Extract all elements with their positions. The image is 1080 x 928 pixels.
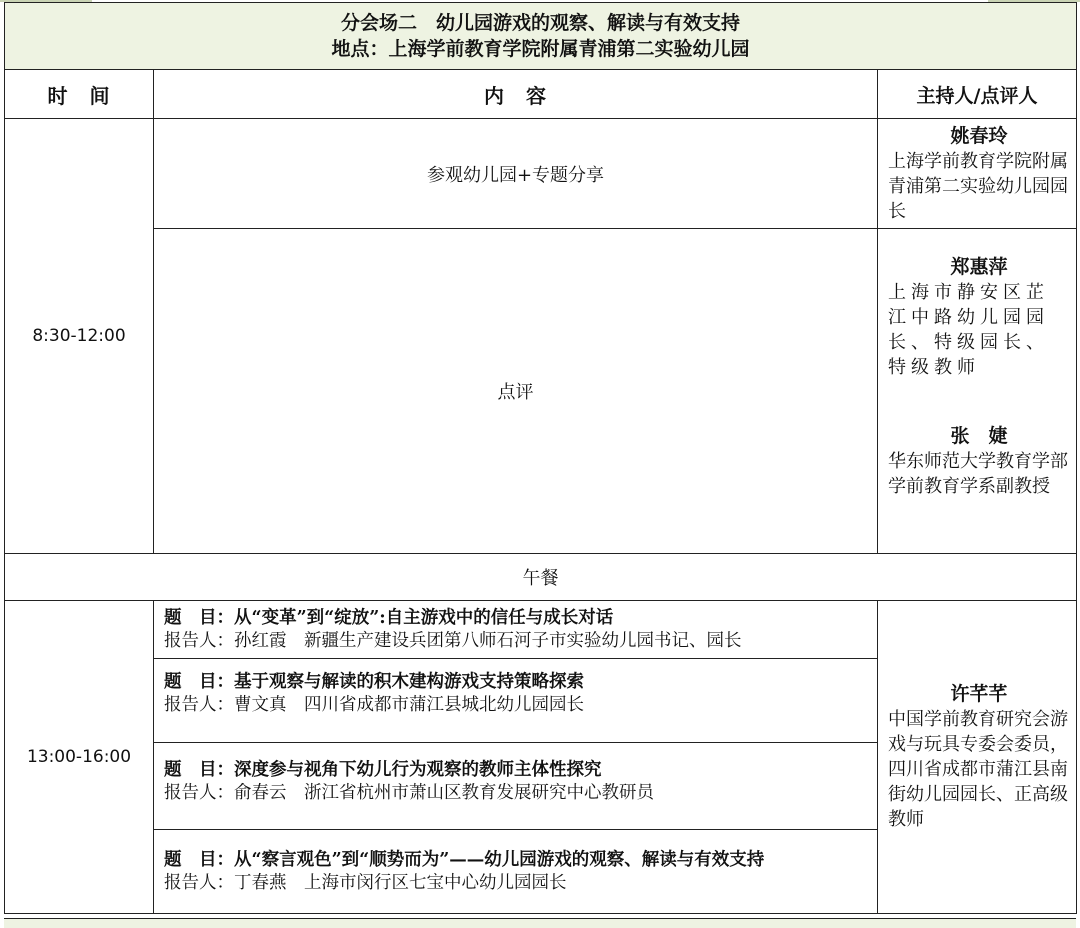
talk-3 — [154, 743, 878, 830]
talk-title: 题 目：深度参与视角下幼儿行为观察的教师主体性探究 — [164, 760, 602, 780]
talk-title: 题 目：从“察言观色”到“顺势而为”——幼儿园游戏的观察、解读与有效支持 — [164, 849, 765, 870]
host-name: 张 婕 — [950, 425, 1008, 447]
afternoon-time: 13:00-16:00 — [5, 601, 154, 914]
lunch-row — [5, 554, 1077, 601]
morning-item-review: 点评 — [154, 229, 878, 554]
header-row — [5, 70, 1077, 119]
banner-row — [5, 3, 1077, 70]
morning-host-1 — [878, 119, 1077, 229]
morning-row-2 — [5, 229, 1077, 554]
talk-2 — [154, 659, 878, 743]
afternoon-host — [878, 601, 1077, 914]
host-title: 上海市静安区芷江中路幼儿园园长、特级园长、特级教师 — [888, 282, 1049, 378]
host-name: 郑惠萍 — [950, 256, 1008, 278]
morning-item-visit: 参观幼儿园+专题分享 — [154, 119, 878, 229]
morning-host-reviewers — [878, 229, 1077, 554]
morning-row-1 — [5, 119, 1077, 229]
morning-time: 8:30-12:00 — [5, 119, 154, 554]
host-name: 姚春玲 — [950, 124, 1008, 147]
host-name: 许芊芊 — [950, 683, 1008, 705]
talk-speaker: 报告人：孙红霞 新疆生产建设兵团第八师石河子市实验幼儿园书记、园长 — [164, 630, 742, 651]
talk-title: 题 目：基于观察与解读的积木建构游戏支持策略探索 — [164, 672, 584, 692]
lunch-break: 午餐 — [5, 554, 1077, 601]
talk-1 — [154, 601, 878, 659]
session-title: 分会场二 幼儿园游戏的观察、解读与有效支持 — [340, 12, 740, 34]
header-time: 时 间 — [5, 70, 154, 119]
session-banner — [5, 3, 1077, 70]
schedule-table — [4, 2, 1077, 914]
afternoon-row-1 — [5, 601, 1077, 659]
host-title: 中国学前教育研究会游戏与玩具专委会委员，四川省成都市蒲江县南街幼儿园园长、正高级教师 — [888, 709, 1068, 830]
talk-speaker: 报告人：曹文真 四川省成都市蒲江县城北幼儿园园长 — [164, 695, 584, 715]
talk-4 — [154, 830, 878, 914]
session-location: 地点：上海学前教育学院附属青浦第二实验幼儿园 — [331, 38, 750, 60]
talk-speaker: 报告人：丁春燕 上海市闵行区七宝中心幼儿园园长 — [164, 872, 567, 893]
talk-speaker: 报告人：俞春云 浙江省杭州市萧山区教育发展研究中心教研员 — [164, 783, 654, 803]
header-host: 主持人/点评人 — [878, 70, 1077, 119]
host-title: 华东师范大学教育学部学前教育学系副教授 — [888, 451, 1068, 497]
host-title: 上海学前教育学院附属青浦第二实验幼儿园园长 — [888, 150, 1068, 222]
talk-title: 题 目：从“变革”到“绽放”:自主游戏中的信任与成长对话 — [164, 607, 614, 628]
header-content: 内 容 — [154, 70, 878, 119]
